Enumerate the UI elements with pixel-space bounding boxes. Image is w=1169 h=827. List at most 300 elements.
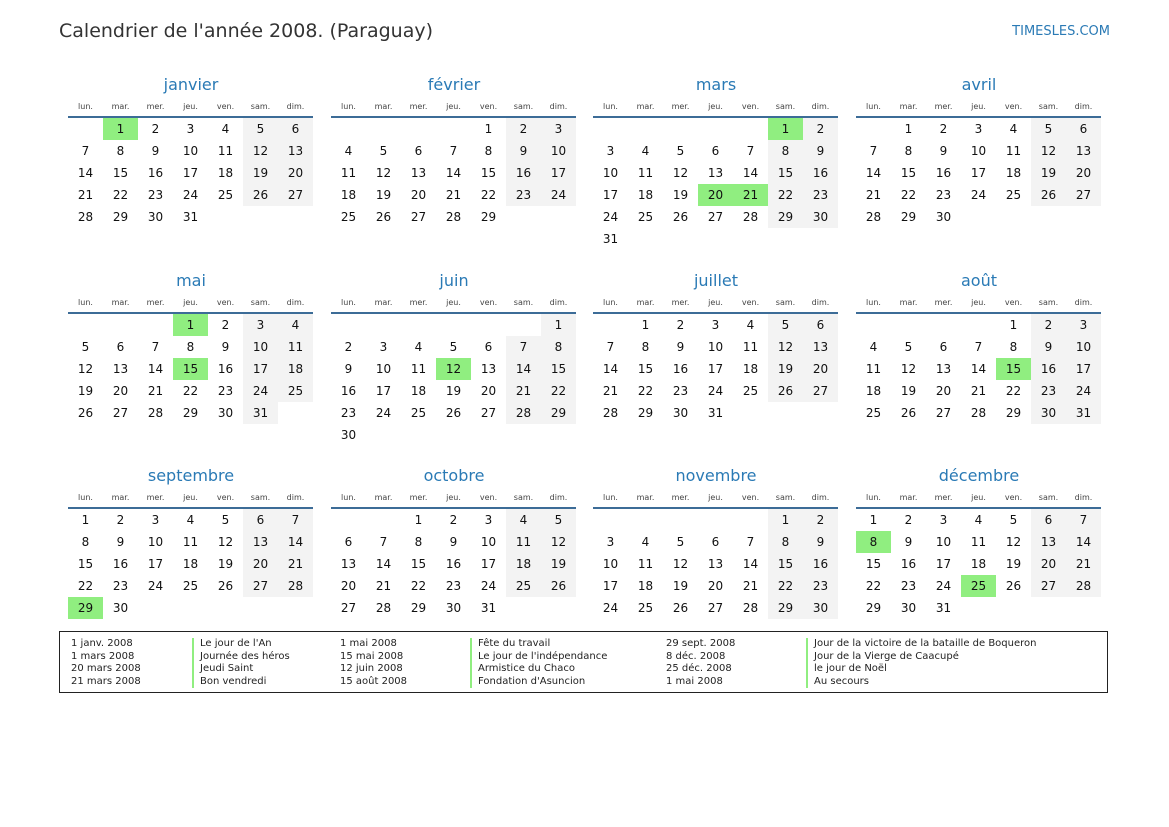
- empty-cell: [471, 313, 506, 336]
- day-cell: 24: [970, 188, 987, 202]
- day-cell: 11: [637, 166, 654, 180]
- day-cell: 4: [278, 313, 313, 336]
- day-cell: 1: [541, 313, 576, 336]
- day-cell: 24: [480, 579, 497, 593]
- day-cell: 15: [865, 557, 882, 571]
- day-cell: 8: [414, 535, 423, 549]
- empty-cell: [541, 424, 576, 446]
- weekday-header: lun.: [593, 96, 628, 117]
- weekday-header: lun.: [856, 292, 891, 313]
- day-cell: 4: [344, 144, 353, 158]
- day-cell: 19: [1005, 557, 1022, 571]
- day-cell: 1: [103, 117, 138, 140]
- empty-cell: [698, 117, 733, 140]
- day-cell: 11: [970, 535, 987, 549]
- weekday-header: jeu.: [961, 292, 996, 313]
- day-cell: 25: [637, 210, 654, 224]
- day-cell: 27: [243, 575, 278, 597]
- holiday-name: Jour de la victoire de la bataille de Boqueron: [806, 638, 1037, 651]
- empty-cell: [663, 228, 698, 250]
- day-cell: 10: [147, 535, 164, 549]
- day-cell: 4: [414, 340, 423, 354]
- weekday-header: dim.: [278, 96, 313, 117]
- weekday-header: mar.: [628, 487, 663, 508]
- day-cell: 26: [77, 406, 94, 420]
- day-cell: 2: [904, 513, 913, 527]
- day-cell: 10: [602, 166, 619, 180]
- empty-cell: [961, 597, 996, 619]
- month-name: septembre: [147, 466, 235, 485]
- empty-cell: [733, 117, 768, 140]
- day-cell: 29: [637, 406, 654, 420]
- day-cell: 29: [900, 210, 917, 224]
- day-cell: 6: [484, 340, 493, 354]
- empty-cell: [593, 313, 628, 336]
- holiday-date: 1 mai 2008: [666, 675, 723, 687]
- day-cell: 28: [147, 406, 164, 420]
- day-cell: 28: [742, 601, 759, 615]
- day-cell: 27: [803, 380, 838, 402]
- day-cell: 3: [186, 122, 195, 136]
- weekday-header: mar.: [103, 292, 138, 313]
- day-cell: 29: [541, 402, 576, 424]
- day-cell: 16: [217, 362, 234, 376]
- empty-cell: [103, 313, 138, 336]
- day-cell: 29: [865, 601, 882, 615]
- day-cell: 8: [856, 531, 891, 553]
- day-cell: 21: [970, 384, 987, 398]
- holiday-name: Au secours: [806, 676, 1037, 689]
- day-cell: 30: [672, 406, 689, 420]
- day-cell: 13: [410, 166, 427, 180]
- empty-cell: [926, 313, 961, 336]
- holiday-name: le jour de Noël: [806, 663, 1037, 676]
- month-name: avril: [961, 75, 997, 94]
- day-cell: 12: [541, 531, 576, 553]
- month-name: février: [427, 75, 481, 94]
- empty-cell: [1066, 206, 1101, 228]
- day-cell: 26: [243, 184, 278, 206]
- empty-cell: [961, 206, 996, 228]
- weekday-header: mar.: [366, 96, 401, 117]
- day-cell: 8: [484, 144, 493, 158]
- empty-cell: [401, 117, 436, 140]
- day-cell: 14: [278, 531, 313, 553]
- day-cell: 12: [77, 362, 94, 376]
- day-cell: 18: [1005, 166, 1022, 180]
- empty-cell: [331, 508, 366, 531]
- day-cell: 4: [221, 122, 230, 136]
- empty-cell: [698, 508, 733, 531]
- day-cell: 8: [541, 336, 576, 358]
- empty-cell: [436, 313, 471, 336]
- day-cell: 5: [541, 508, 576, 531]
- month-table: [68, 96, 313, 228]
- day-cell: 24: [243, 380, 278, 402]
- day-cell: 14: [375, 557, 392, 571]
- weekday-header: ven.: [471, 487, 506, 508]
- holiday-date: 1 janv. 2008: [71, 638, 133, 649]
- month-7: [593, 270, 839, 424]
- day-cell: 9: [676, 340, 685, 354]
- day-cell: 7: [278, 508, 313, 531]
- day-cell: 5: [81, 340, 90, 354]
- day-cell: 3: [606, 144, 615, 158]
- day-cell: 16: [112, 557, 129, 571]
- day-cell: 5: [379, 144, 388, 158]
- day-cell: 3: [1066, 313, 1101, 336]
- weekday-header: mer.: [138, 96, 173, 117]
- day-cell: 17: [935, 557, 952, 571]
- day-cell: 9: [904, 535, 913, 549]
- weekday-header: dim.: [541, 96, 576, 117]
- day-cell: 24: [935, 579, 952, 593]
- day-cell: 18: [182, 557, 199, 571]
- day-cell: 14: [970, 362, 987, 376]
- month-table: [593, 96, 838, 250]
- day-cell: 8: [81, 535, 90, 549]
- day-cell: 18: [970, 557, 987, 571]
- holiday-name: Journée des héros: [192, 651, 290, 664]
- day-cell: 15: [996, 358, 1031, 380]
- day-cell: 22: [900, 188, 917, 202]
- day-cell: 2: [1031, 313, 1066, 336]
- day-cell: 27: [278, 184, 313, 206]
- day-cell: 28: [742, 210, 759, 224]
- day-cell: 28: [602, 406, 619, 420]
- day-cell: 21: [506, 380, 541, 402]
- weekday-header: dim.: [803, 96, 838, 117]
- day-cell: 30: [340, 428, 357, 442]
- day-cell: 24: [1066, 380, 1101, 402]
- day-cell: 12: [217, 535, 234, 549]
- day-cell: 17: [147, 557, 164, 571]
- day-cell: 1: [641, 318, 650, 332]
- empty-cell: [366, 424, 401, 446]
- day-cell: 11: [1005, 144, 1022, 158]
- day-cell: 8: [1009, 340, 1018, 354]
- day-cell: 5: [904, 340, 913, 354]
- month-table: [68, 292, 313, 424]
- month-9: [68, 465, 314, 619]
- day-cell: 24: [602, 601, 619, 615]
- empty-cell: [278, 402, 313, 424]
- day-cell: 1: [81, 513, 90, 527]
- day-cell: 26: [1005, 579, 1022, 593]
- weekday-header: dim.: [541, 487, 576, 508]
- day-cell: 22: [410, 579, 427, 593]
- weekday-header: sam.: [1031, 487, 1066, 508]
- day-cell: 9: [449, 535, 458, 549]
- day-cell: 23: [217, 384, 234, 398]
- weekday-header: jeu.: [961, 487, 996, 508]
- weekday-header: jeu.: [698, 487, 733, 508]
- day-cell: 8: [186, 340, 195, 354]
- day-cell: 26: [768, 380, 803, 402]
- weekday-header: lun.: [68, 96, 103, 117]
- day-cell: 29: [182, 406, 199, 420]
- empty-cell: [331, 117, 366, 140]
- holiday-name: Armistice du Chaco: [470, 663, 607, 676]
- day-cell: 16: [1031, 358, 1066, 380]
- day-cell: 27: [340, 601, 357, 615]
- empty-cell: [208, 206, 243, 228]
- day-cell: 11: [410, 362, 427, 376]
- holiday-name: Bon vendredi: [192, 676, 290, 689]
- day-cell: 6: [803, 313, 838, 336]
- day-cell: 6: [711, 144, 720, 158]
- day-cell: 10: [970, 144, 987, 158]
- month-5: [68, 270, 314, 424]
- day-cell: 23: [803, 184, 838, 206]
- day-cell: 9: [939, 144, 948, 158]
- day-cell: 28: [278, 575, 313, 597]
- day-cell: 22: [182, 384, 199, 398]
- day-cell: 26: [445, 406, 462, 420]
- day-cell: 17: [375, 384, 392, 398]
- day-cell: 17: [970, 166, 987, 180]
- empty-cell: [208, 597, 243, 619]
- day-cell: 1: [173, 313, 208, 336]
- day-cell: 20: [410, 188, 427, 202]
- page-title: Calendrier de l'année 2008. (Paraguay): [59, 20, 433, 42]
- month-name: mars: [695, 75, 737, 94]
- day-cell: 18: [340, 188, 357, 202]
- holiday-name: Le jour de l'An: [192, 638, 290, 651]
- day-cell: 15: [768, 553, 803, 575]
- empty-cell: [506, 206, 541, 228]
- brand-link[interactable]: TIMESLES.COM: [1012, 24, 1110, 39]
- weekday-header: sam.: [768, 487, 803, 508]
- day-cell: 28: [865, 210, 882, 224]
- day-cell: 18: [637, 579, 654, 593]
- empty-cell: [366, 117, 401, 140]
- empty-cell: [506, 313, 541, 336]
- day-cell: 31: [935, 601, 952, 615]
- day-cell: 6: [414, 144, 423, 158]
- weekday-header: sam.: [243, 96, 278, 117]
- day-cell: 8: [116, 144, 125, 158]
- day-cell: 26: [900, 406, 917, 420]
- month-table: [856, 96, 1101, 228]
- day-cell: 31: [602, 232, 619, 246]
- month-table: [593, 292, 838, 424]
- day-cell: 3: [541, 117, 576, 140]
- empty-cell: [173, 597, 208, 619]
- day-cell: 26: [217, 579, 234, 593]
- day-cell: 4: [186, 513, 195, 527]
- empty-cell: [243, 597, 278, 619]
- weekday-header: mer.: [401, 96, 436, 117]
- day-cell: 10: [935, 535, 952, 549]
- day-cell: 1: [768, 508, 803, 531]
- empty-cell: [1066, 597, 1101, 619]
- month-name: novembre: [675, 466, 757, 485]
- empty-cell: [733, 402, 768, 424]
- day-cell: 31: [707, 406, 724, 420]
- holiday-name: Jeudi Saint: [192, 663, 290, 676]
- day-cell: 20: [707, 579, 724, 593]
- day-cell: 8: [904, 144, 913, 158]
- day-cell: 23: [935, 188, 952, 202]
- weekday-header: ven.: [733, 96, 768, 117]
- day-cell: 2: [506, 117, 541, 140]
- day-cell: 11: [217, 144, 234, 158]
- day-cell: 4: [974, 513, 983, 527]
- day-cell: 2: [803, 508, 838, 531]
- empty-cell: [471, 424, 506, 446]
- day-cell: 8: [641, 340, 650, 354]
- weekday-header: dim.: [803, 292, 838, 313]
- empty-cell: [856, 313, 891, 336]
- day-cell: 5: [1031, 117, 1066, 140]
- month-10: [331, 465, 577, 619]
- day-cell: 31: [182, 210, 199, 224]
- weekday-header: lun.: [331, 487, 366, 508]
- day-cell: 2: [344, 340, 353, 354]
- empty-cell: [1031, 206, 1066, 228]
- day-cell: 18: [506, 553, 541, 575]
- holiday-date: 15 mai 2008: [340, 650, 404, 662]
- day-cell: 6: [116, 340, 125, 354]
- day-cell: 5: [676, 535, 685, 549]
- day-cell: 10: [602, 557, 619, 571]
- day-cell: 21: [375, 579, 392, 593]
- day-cell: 21: [1066, 553, 1101, 575]
- day-cell: 19: [243, 162, 278, 184]
- weekday-header: mar.: [103, 487, 138, 508]
- weekday-header: mer.: [926, 487, 961, 508]
- weekday-header: dim.: [278, 487, 313, 508]
- day-cell: 25: [340, 210, 357, 224]
- day-cell: 7: [1066, 508, 1101, 531]
- day-cell: 30: [803, 206, 838, 228]
- empty-cell: [663, 508, 698, 531]
- day-cell: 1: [869, 513, 878, 527]
- day-cell: 13: [935, 362, 952, 376]
- day-cell: 19: [768, 358, 803, 380]
- day-cell: 14: [506, 358, 541, 380]
- day-cell: 23: [1031, 380, 1066, 402]
- day-cell: 3: [151, 513, 160, 527]
- weekday-header: ven.: [996, 292, 1031, 313]
- empty-cell: [138, 597, 173, 619]
- day-cell: 23: [900, 579, 917, 593]
- day-cell: 9: [344, 362, 353, 376]
- empty-cell: [663, 117, 698, 140]
- day-cell: 2: [803, 117, 838, 140]
- day-cell: 20: [698, 184, 733, 206]
- day-cell: 27: [410, 210, 427, 224]
- day-cell: 24: [375, 406, 392, 420]
- day-cell: 14: [865, 166, 882, 180]
- empty-cell: [996, 206, 1031, 228]
- month-table: [593, 487, 838, 619]
- day-cell: 25: [865, 406, 882, 420]
- weekday-header: dim.: [1066, 292, 1101, 313]
- weekday-header: ven.: [733, 292, 768, 313]
- holiday-name: Jour de la Vierge de Caacupé: [806, 651, 1037, 664]
- day-cell: 30: [217, 406, 234, 420]
- day-cell: 3: [974, 122, 983, 136]
- empty-cell: [628, 117, 663, 140]
- empty-cell: [278, 206, 313, 228]
- weekday-header: lun.: [856, 96, 891, 117]
- day-cell: 3: [484, 513, 493, 527]
- day-cell: 12: [1031, 140, 1066, 162]
- day-cell: 11: [865, 362, 882, 376]
- empty-cell: [803, 228, 838, 250]
- empty-cell: [803, 402, 838, 424]
- day-cell: 12: [375, 166, 392, 180]
- weekday-header: dim.: [541, 292, 576, 313]
- empty-cell: [541, 597, 576, 619]
- day-cell: 9: [1031, 336, 1066, 358]
- day-cell: 3: [243, 313, 278, 336]
- day-cell: 4: [1009, 122, 1018, 136]
- day-cell: 21: [733, 184, 768, 206]
- day-cell: 22: [865, 579, 882, 593]
- day-cell: 7: [506, 336, 541, 358]
- empty-cell: [138, 313, 173, 336]
- day-cell: 29: [68, 597, 103, 619]
- empty-cell: [768, 228, 803, 250]
- day-cell: 13: [112, 362, 129, 376]
- weekday-header: dim.: [1066, 487, 1101, 508]
- day-cell: 4: [746, 318, 755, 332]
- day-cell: 16: [900, 557, 917, 571]
- day-cell: 30: [900, 601, 917, 615]
- day-cell: 21: [278, 553, 313, 575]
- day-cell: 5: [221, 513, 230, 527]
- weekday-header: jeu.: [436, 96, 471, 117]
- day-cell: 19: [445, 384, 462, 398]
- day-cell: 28: [77, 210, 94, 224]
- weekday-header: lun.: [68, 292, 103, 313]
- day-cell: 16: [506, 162, 541, 184]
- holiday-legend: [59, 631, 1108, 693]
- day-cell: 20: [278, 162, 313, 184]
- day-cell: 17: [480, 557, 497, 571]
- empty-cell: [278, 597, 313, 619]
- day-cell: 22: [1005, 384, 1022, 398]
- day-cell: 25: [506, 575, 541, 597]
- empty-cell: [366, 508, 401, 531]
- empty-cell: [436, 117, 471, 140]
- day-cell: 19: [217, 557, 234, 571]
- weekday-header: mer.: [663, 96, 698, 117]
- day-cell: 23: [506, 184, 541, 206]
- weekday-header: sam.: [768, 96, 803, 117]
- day-cell: 7: [449, 144, 458, 158]
- month-table: [331, 487, 576, 619]
- day-cell: 19: [900, 384, 917, 398]
- day-cell: 9: [151, 144, 160, 158]
- day-cell: 27: [112, 406, 129, 420]
- day-cell: 9: [116, 535, 125, 549]
- day-cell: 13: [1066, 140, 1101, 162]
- day-cell: 25: [961, 575, 996, 597]
- month-11: [593, 465, 839, 619]
- day-cell: 17: [541, 162, 576, 184]
- day-cell: 13: [243, 531, 278, 553]
- month-table: [331, 96, 576, 228]
- day-cell: 12: [243, 140, 278, 162]
- day-cell: 6: [711, 535, 720, 549]
- day-cell: 14: [1066, 531, 1101, 553]
- day-cell: 1: [1009, 318, 1018, 332]
- empty-cell: [698, 228, 733, 250]
